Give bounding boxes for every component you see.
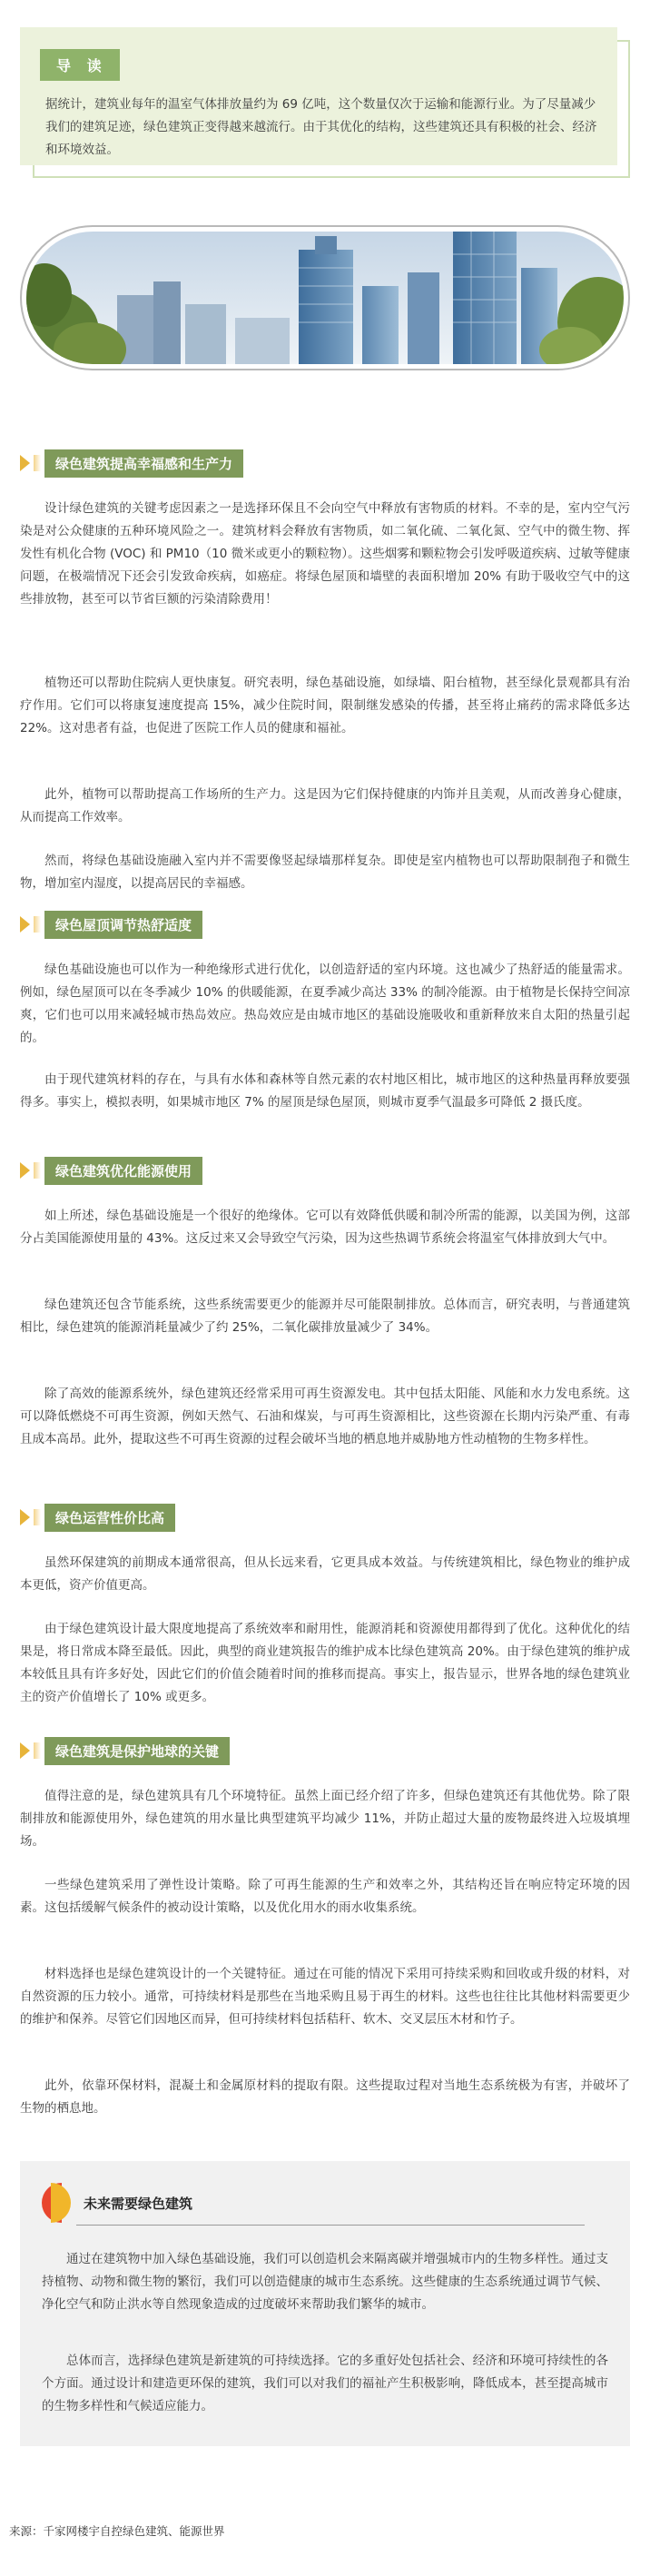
paragraph: 由于绿色建筑设计最大限度地提高了系统效率和耐用性，能源消耗和资源使用都得到了优化。这种优化的结果是，将日常成本降至最低。因此，典型的商业建筑报告的维护成本比绿色建筑高 20%。由于绿色建筑的维护成本较低且具有许多好处，因此它们的价值会随着时间的推移而提高。事实上，报告显示，世界各地的绿色建筑业主的资产价值增长了 10% 或更多。: [20, 1622, 630, 1704]
section-heading-wellbeing: [20, 450, 243, 476]
triangle-icon: [20, 1509, 30, 1525]
dual-semicircle-logo-icon: [42, 2183, 74, 2223]
city-skyline-illustration: [26, 232, 624, 364]
paragraph: 材料选择也是绿色建筑设计的一个关键特征。通过在可能的情况下采用可持续采购和回收或升级的材料，对自然资源的压力较小。通常，可持续材料是那些在当地采购且易于再生的材料。这些也往往比其他材料需要更少的维护和保养。尽管它们因地区而异，但可持续材料包括秸秆、软木、交叉层压木材和竹子。: [20, 1967, 630, 2027]
paragraph: 设计绿色建筑的关键考虑因素之一是选择环保且不会向空气中释放有害物质的材料。不幸的是，室内空气污染是对公众健康的五种环境风险之一。建筑材料会释放有害物质，如二氧化硫、二氧化氮、空气中的微生物、挥发性有机化合物 (VOC) 和 PM10（10 微米或更小的颗粒物）。这些烟雾和颗粒物会引发呼吸道疾病、过敏等健康问题，在极端情况下还会引发致命疾病，如癌症。将绿色屋顶和墙壁的表面积增加 20% 有助于吸收空气中的这些排放物，甚至可以节省巨额的污染清除费用！: [20, 501, 630, 607]
intro-content: [20, 27, 617, 165]
section-heading-cost: [20, 1505, 175, 1530]
intro-box: [20, 27, 630, 178]
paragraph: 总体而言，选择绿色建筑是新建筑的可持续选择。它的多重好处包括社会、经济和环境可持续性的各个方面。通过设计和建造更环保的建筑，我们可以对我们的福祉产生积极影响，降低成本，甚至提高城市的生物多样性和气候适应能力。: [42, 2354, 608, 2413]
paragraph: 此外，依靠环保材料，混凝土和金属原材料的提取有限。这些提取过程对当地生态系统极为有害，并破坏了生物的栖息地。: [20, 2078, 630, 2116]
triangle-icon: [20, 455, 30, 471]
section-heading-energy: [20, 1158, 202, 1183]
gradient-bar-icon: [34, 1162, 41, 1179]
paragraph: 一些绿色建筑采用了弹性设计策略。除了可再生能源的生产和效率之外，其结构还旨在响应特定环境的因素。这包括缓解气候条件的被动设计策略，以及优化用水的雨水收集系统。: [20, 1878, 630, 1915]
paragraph: 值得注意的是，绿色建筑具有几个环境特征。虽然上面已经介绍了许多，但绿色建筑还有其他优势。除了限制排放和能源使用外，绿色建筑的用水量比典型建筑平均减少 11%，并防止超过大量的废物最终进入垃圾填埋场。: [20, 1789, 630, 1849]
paragraph: 然而，将绿色基础设施融入室内并不需要像竖起绿墙那样复杂。即使是室内植物也可以帮助限制孢子和微生物，增加室内湿度，以提高居民的幸福感。: [20, 854, 630, 891]
paragraph: 此外，植物可以帮助提高工作场所的生产力。这是因为它们保持健康的内饰并且美观，从而改善身心健康，从而提高工作效率。: [20, 787, 630, 824]
banner-frame: [20, 225, 630, 370]
intro-text: 据统计，建筑业每年的温室气体排放量约为 69 亿吨，这个数量仅次于运输和能源行业。为了尽量减少我们的建筑足迹，绿色建筑正变得越来越流行。由于其优化的结构，这些建筑还具有积极的社会、经济和环境效益。: [45, 97, 597, 157]
paragraph: 虽然环保建筑的前期成本通常很高，但从长远来看，它更具成本效益。与传统建筑相比，绿色物业的维护成本更低，资产价值更高。: [20, 1555, 630, 1593]
summary-header: [42, 2183, 192, 2223]
section-heading-thermal: [20, 912, 202, 937]
section-title: 绿色运营性价比高: [44, 1504, 175, 1532]
gradient-bar-icon: [34, 1742, 41, 1759]
divider: [76, 2225, 585, 2226]
intro-label: 导 读: [40, 49, 120, 81]
city-skyline-image: [26, 232, 624, 364]
source-credit: 来源：千家网楼宇自控绿色建筑、能源世界: [9, 2524, 225, 2538]
paragraph: 除了高效的能源系统外，绿色建筑还经常采用可再生资源发电。其中包括太阳能、风能和水力发电系统。这可以降低燃烧不可再生资源，例如天然气、石油和煤炭，与可再生资源相比，这些资源在长期内污染严重、有毒且成本高昂。此外，提取这些不可再生资源的过程会破坏当地的栖息地并威胁地方性动植物的生物多样性。: [20, 1387, 630, 1446]
summary-title: 未来需要绿色建筑: [84, 2195, 193, 2212]
gradient-bar-icon: [34, 455, 41, 471]
paragraph: 由于现代建筑材料的存在，与具有水体和森林等自然元素的农村地区相比，城市地区的这种热量再释放要强得多。事实上，模拟表明，如果城市地区 7% 的屋顶是绿色屋顶，则城市夏季气温最多可降低 2 摄氏度。: [20, 1072, 630, 1110]
paragraph: 绿色建筑还包含节能系统，这些系统需要更少的能源并尽可能限制排放。总体而言，研究表明，与普通建筑相比，绿色建筑的能源消耗量减少了约 25%，二氧化碳排放量减少了 34%。: [20, 1298, 630, 1335]
paragraph: 植物还可以帮助住院病人更快康复。研究表明，绿色基础设施，如绿墙、阳台植物，甚至绿化景观都具有治疗作用。它们可以将康复速度提高 15%，减少住院时间，限制继发感染的传播，甚至将止痛药的需求降低多达 22%。这对患者有益，也促进了医院工作人员的健康和福祉。: [20, 676, 630, 735]
gradient-bar-icon: [34, 1509, 41, 1525]
section-title: 绿色建筑提高幸福感和生产力: [44, 449, 243, 478]
gradient-bar-icon: [34, 916, 41, 933]
paragraph: 绿色基础设施也可以作为一种绝缘形式进行优化，以创造舒适的室内环境。这也减少了热舒适的能量需求。例如，绿色屋顶可以在冬季减少 10% 的供暖能源，在夏季减少高达 33% 的制冷能源。由于植物是长保持空间凉爽，它们也可以用来减轻城市热岛效应。热岛效应是由城市地区的基础设施吸收和重新释放来自太阳的热量引起的。: [20, 962, 630, 1045]
summary-box: [20, 2161, 630, 2446]
triangle-icon: [20, 916, 30, 933]
section-title: 绿色屋顶调节热舒适度: [44, 911, 202, 939]
triangle-icon: [20, 1162, 30, 1179]
paragraph: 通过在建筑物中加入绿色基础设施，我们可以创造机会来隔离碳并增强城市内的生物多样性。通过支持植物、动物和微生物的繁衍，我们可以创造健康的城市生态系统。这些健康的生态系统通过调节气候、净化空气和防止洪水等自然现象造成的过度破坏来帮助我们繁华的城市。: [42, 2252, 608, 2312]
paragraph: 如上所述，绿色基础设施是一个很好的绝缘体。它可以有效降低供暖和制冷所需的能源，以美国为例，这部分占美国能源使用量的 43%。这反过来又会导致空气污染，因为这些热调节系统会将温室气体排放到大气中。: [20, 1209, 630, 1246]
triangle-icon: [20, 1742, 30, 1759]
section-title: 绿色建筑优化能源使用: [44, 1157, 202, 1185]
section-heading-planet: [20, 1738, 230, 1763]
section-title: 绿色建筑是保护地球的关键: [44, 1737, 230, 1765]
